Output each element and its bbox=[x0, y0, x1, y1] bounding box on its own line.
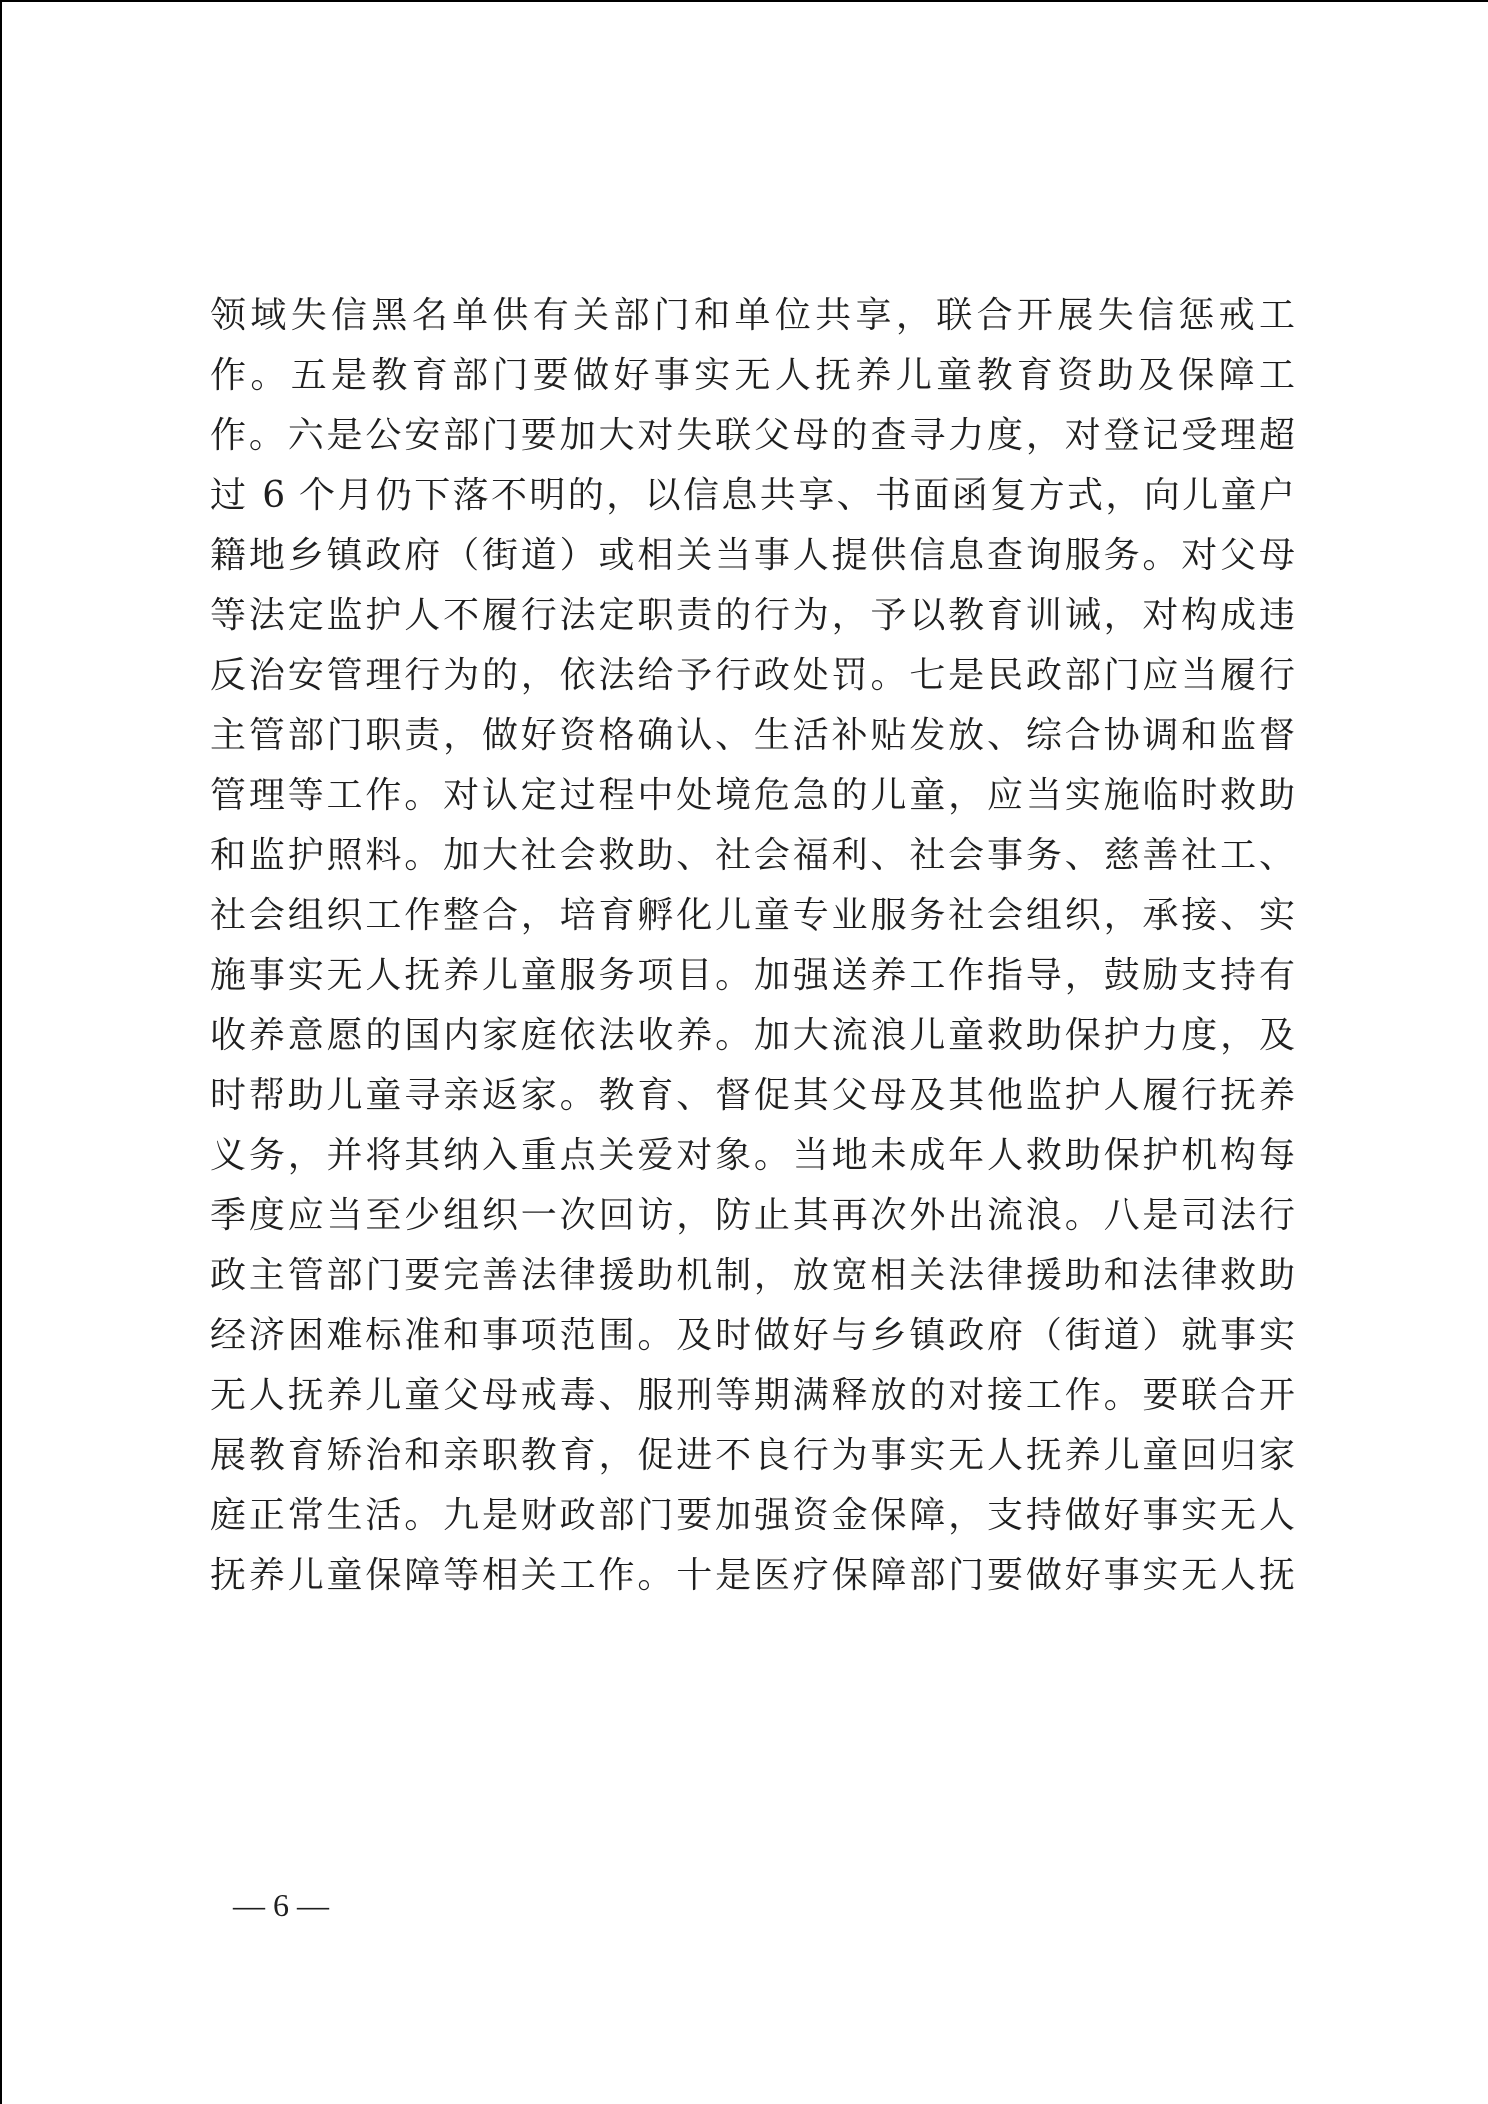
text-line: 和监护照料。加大社会救助、社会福利、社会事务、慈善社工、 bbox=[210, 835, 1295, 876]
top-border-line bbox=[0, 0, 1488, 2]
text-line: 等法定监护人不履行法定职责的行为，予以教育训诫，对构成违 bbox=[210, 595, 1295, 636]
text-line: 抚养儿童保障等相关工作。十是医疗保障部门要做好事实无人抚 bbox=[210, 1555, 1295, 1596]
text-line: 主管部门职责，做好资格确认、生活补贴发放、综合协调和监督 bbox=[210, 715, 1295, 756]
text-line: 施事实无人抚养儿童服务项目。加强送养工作指导，鼓励支持有 bbox=[210, 955, 1295, 996]
text-line: 时帮助儿童寻亲返家。教育、督促其父母及其他监护人履行抚养 bbox=[210, 1075, 1295, 1116]
left-border-line bbox=[0, 0, 2, 2104]
text-line: 籍地乡镇政府（街道）或相关当事人提供信息查询服务。对父母 bbox=[210, 535, 1295, 576]
text-line: 收养意愿的国内家庭依法收养。加大流浪儿童救助保护力度，及 bbox=[210, 1015, 1295, 1056]
text-line: 管理等工作。对认定过程中处境危急的儿童，应当实施临时救助 bbox=[210, 775, 1295, 816]
text-line: 过 6 个月仍下落不明的，以信息共享、书面函复方式，向儿童户 bbox=[210, 475, 1295, 516]
text-line: 反治安管理行为的，依法给予行政处罚。七是民政部门应当履行 bbox=[210, 655, 1295, 696]
body-paragraph bbox=[210, 286, 1295, 1606]
text-line: 义务，并将其纳入重点关爱对象。当地未成年人救助保护机构每 bbox=[210, 1135, 1295, 1176]
text-line: 政主管部门要完善法律援助机制，放宽相关法律援助和法律救助 bbox=[210, 1255, 1295, 1296]
text-line: 领域失信黑名单供有关部门和单位共享，联合开展失信惩戒工 bbox=[210, 295, 1295, 336]
text-line: 季度应当至少组织一次回访，防止其再次外出流浪。八是司法行 bbox=[210, 1195, 1295, 1236]
text-line: 经济困难标准和事项范围。及时做好与乡镇政府（街道）就事实 bbox=[210, 1315, 1295, 1356]
text-line: 无人抚养儿童父母戒毒、服刑等期满释放的对接工作。要联合开 bbox=[210, 1375, 1295, 1416]
text-line: 作。六是公安部门要加大对失联父母的查寻力度，对登记受理超 bbox=[210, 415, 1295, 456]
text-line: 庭正常生活。九是财政部门要加强资金保障，支持做好事实无人 bbox=[210, 1495, 1295, 1536]
page-number: — 6 — bbox=[233, 1887, 329, 1923]
text-line: 作。五是教育部门要做好事实无人抚养儿童教育资助及保障工 bbox=[210, 355, 1295, 396]
text-line: 社会组织工作整合，培育孵化儿童专业服务社会组织，承接、实 bbox=[210, 895, 1295, 936]
text-line: 展教育矫治和亲职教育，促进不良行为事实无人抚养儿童回归家 bbox=[210, 1435, 1295, 1476]
